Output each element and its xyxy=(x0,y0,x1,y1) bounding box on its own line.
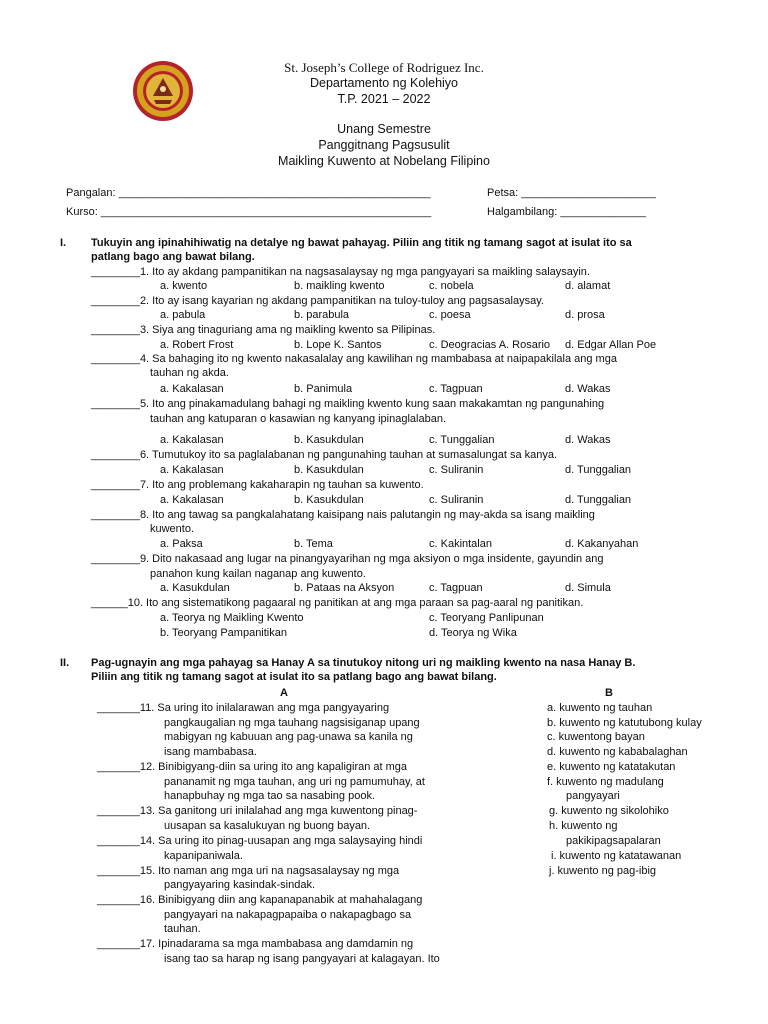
part1-instruction: Tukuyin ang ipinahihiwatig na detalye ng bawat pahayag. Piliin ang titik ng tamang sagot at isulat ito sa xyxy=(91,237,632,249)
choice-9d: d. Simula xyxy=(565,582,611,594)
match-item-11: _______11. Sa uring ito inilalarawan ang mga pangyayaring xyxy=(97,702,390,714)
match-item-14-cont: kapanipaniwala. xyxy=(164,850,243,862)
question-3: ________3. Siya ang tinaguriang ama ng maikling kwento sa Pilipinas. xyxy=(91,324,436,336)
name-field[interactable]: Pangalan: ___________________________________________________ xyxy=(66,187,431,199)
choice-10c: c. Teoryang Panlipunan xyxy=(429,612,544,624)
date-field[interactable]: Petsa: ______________________ xyxy=(487,187,656,199)
match-item-16-cont: tauhan. xyxy=(164,923,201,935)
choice-6d: d. Tunggalian xyxy=(565,464,632,476)
option-g: g. kuwento ng sikolohiko xyxy=(549,805,669,817)
question-9: ________9. Dito nakasaad ang lugar na pinangyayarihan ng mga aksiyon o mga insidente, gayundin ang xyxy=(91,553,604,565)
question-4: ________4. Sa bahaging ito ng kwento nakasalalay ang kawilihan ng mambabasa at naipapakilala ang mga xyxy=(91,353,617,365)
choice-10a: a. Teorya ng Maikling Kwento xyxy=(160,612,304,624)
match-item-14: _______14. Sa uring ito pinag-uusapan ang mga salaysaying hindi xyxy=(97,835,423,847)
part2-instruction: Pag-ugnayin ang mga pahayag sa Hanay A sa tinutukoy nitong uri ng maikling kwento na nasa Hanay B. xyxy=(91,657,636,669)
choice-7a: a. Kakalasan xyxy=(160,494,224,506)
choice-4d: d. Wakas xyxy=(565,383,611,395)
match-item-12-cont: hanapbuhay ng mga tao sa nasabing pook. xyxy=(164,790,375,802)
choice-7d: d. Tunggalian xyxy=(565,494,632,506)
choice-6a: a. Kakalasan xyxy=(160,464,224,476)
choice-5d: d. Wakas xyxy=(565,434,611,446)
match-item-16-cont: pangyayari na nakapagpapaiba o nakapagbago sa xyxy=(164,909,412,921)
choice-6b: b. Kasukdulan xyxy=(294,464,364,476)
match-item-13: _______13. Sa ganitong uri inilalahad ang mga kuwentong pinag- xyxy=(97,805,418,817)
school-year: T.P. 2021 – 2022 xyxy=(337,92,431,106)
choice-1b: b. maikling kwento xyxy=(294,280,385,292)
question-9-cont: panahon kung kailan naganap ang kuwento. xyxy=(150,568,366,580)
choice-7b: b. Kasukdulan xyxy=(294,494,364,506)
option-c: c. kuwentong bayan xyxy=(547,731,645,743)
subject-title: Maikling Kuwento at Nobelang Filipino xyxy=(278,154,490,168)
choice-3c: c. Deogracias A. Rosario xyxy=(429,339,551,351)
choice-1a: a. kwento xyxy=(160,280,208,292)
question-4-cont: tauhan ng akda. xyxy=(150,367,229,379)
part1-instruction-cont: patlang bago ang bawat bilang. xyxy=(91,251,255,263)
semester: Unang Semestre xyxy=(337,122,431,136)
choice-3d: d. Edgar Allan Poe xyxy=(565,339,657,351)
choice-5a: a. Kakalasan xyxy=(160,434,224,446)
match-item-15-cont: pangyayaring kasindak-sindak. xyxy=(164,879,316,891)
choice-8b: b. Tema xyxy=(294,538,333,550)
choice-4a: a. Kakalasan xyxy=(160,383,224,395)
choice-10b: b. Teoryang Pampanitikan xyxy=(160,627,287,639)
exam-title: Panggitnang Pagsusulit xyxy=(318,138,450,152)
question-5-cont: tauhan ang katuparan o kasawian ng kanyang ipinaglalaban. xyxy=(150,413,447,425)
question-5: ________5. Ito ang pinakamadulang bahagi ng maikling kwento kung saan makakamtan ng pangunahing xyxy=(91,398,605,410)
question-1: ________1. Ito ay akdang pampanitikan na nagsasalaysay ng mga pangyayari sa maikling salaysayin. xyxy=(91,266,590,278)
option-h-cont: pakikipagsapalaran xyxy=(566,835,661,847)
match-item-17: _______17. Ipinadarama sa mga mambabasa ang damdamin ng xyxy=(97,938,414,950)
option-f: f. kuwento ng madulang xyxy=(547,776,664,788)
choice-8a: a. Paksa xyxy=(160,538,203,550)
match-item-11-cont: isang mambabasa. xyxy=(164,746,257,758)
question-8-cont: kuwento. xyxy=(150,523,195,535)
option-a: a. kuwento ng tauhan xyxy=(547,702,653,714)
match-item-17-cont: isang tao sa harap ng isang pangyayari at kalagayan. Ito xyxy=(164,953,440,965)
match-item-13-cont: uusapan sa kasalukuyan ng buong bayan. xyxy=(164,820,371,832)
question-10: ______10. Ito ang sistematikong pagaaral ng panitikan at ang mga paraan sa pag-aaral ng panitikan. xyxy=(91,597,584,609)
choice-4c: c. Tagpuan xyxy=(429,383,483,395)
column-b-header: B xyxy=(605,687,613,699)
choice-7c: c. Suliranin xyxy=(429,494,484,506)
course-field[interactable]: Kurso: ______________________________________________________ xyxy=(66,206,432,218)
choice-1d: d. alamat xyxy=(565,280,611,292)
option-b: b. kuwento ng katutubong kulay xyxy=(547,717,702,729)
section-field[interactable]: Halgambilang: ______________ xyxy=(487,206,647,218)
question-2: ________2. Ito ay isang kayarian ng akdang pampanitikan na tuloy-tuloy ang pagsasalaysay. xyxy=(91,295,544,307)
option-i: i. kuwento ng katatawanan xyxy=(551,850,682,862)
question-8: ________8. Ito ang tawag sa pangkalahatang kaisipang nais palutangin ng may-akda sa isang maikling xyxy=(91,509,595,521)
question-6: ________6. Tumutukoy ito sa paglalabanan ng pangunahing tauhan at sumasalungat sa kanya. xyxy=(91,449,558,461)
choice-5c: c. Tunggalian xyxy=(429,434,495,446)
choice-2c: c. poesa xyxy=(429,309,471,321)
match-item-11-cont: pangkaugalian ng mga tauhang nagsisiganap upang xyxy=(164,717,420,729)
match-item-12: _______12. Binibigyang-diin sa uring ito ang kapaligiran at mga xyxy=(97,761,408,773)
question-7: ________7. Ito ang problemang kakaharapin ng tauhan sa kuwento. xyxy=(91,479,424,491)
option-f-cont: pangyayari xyxy=(566,790,620,802)
choice-9a: a. Kasukdulan xyxy=(160,582,230,594)
choice-2a: a. pabula xyxy=(160,309,206,321)
column-a-header: A xyxy=(280,687,288,699)
choice-1c: c. nobela xyxy=(429,280,474,292)
choice-8c: c. Kakintalan xyxy=(429,538,492,550)
part2-instruction-cont: Piliin ang titik ng tamang sagot at isulat ito sa patlang bago ang bawat bilang. xyxy=(91,671,497,683)
choice-4b: b. Panimula xyxy=(294,383,353,395)
match-item-11-cont: mabigyan ng kabuuan ang pag-unawa sa kanila ng xyxy=(164,731,413,743)
part1-numeral: I. xyxy=(60,237,67,249)
choice-9b: b. Pataas na Aksyon xyxy=(294,582,395,594)
match-item-12-cont: pananamit ng mga tauhan, ang uri ng pamumuhay, at xyxy=(164,776,425,788)
choice-3a: a. Robert Frost xyxy=(160,339,234,351)
school-name: St. Joseph’s College of Rodriguez Inc. xyxy=(284,60,484,75)
choice-5b: b. Kasukdulan xyxy=(294,434,364,446)
choice-2b: b. parabula xyxy=(294,309,350,321)
choice-8d: d. Kakanyahan xyxy=(565,538,639,550)
department-name: Departamento ng Kolehiyo xyxy=(309,76,458,90)
match-item-16: _______16. Binibigyang diin ang kapanapanabik at mahahalagang xyxy=(97,894,423,906)
option-j: j. kuwento ng pag-ibig xyxy=(549,865,657,877)
choice-3b: b. Lope K. Santos xyxy=(294,339,382,351)
part2-numeral: II. xyxy=(60,657,70,669)
choice-9c: c. Tagpuan xyxy=(429,582,483,594)
choice-2d: d. prosa xyxy=(565,309,605,321)
choice-10d: d. Teorya ng Wika xyxy=(429,627,517,639)
match-item-15: _______15. Ito naman ang mga uri na nagsasalaysay ng mga xyxy=(97,865,400,877)
choice-6c: c. Suliranin xyxy=(429,464,484,476)
option-d: d. kuwento ng kababalaghan xyxy=(547,746,688,758)
option-h: h. kuwento ng xyxy=(549,820,618,832)
option-e: e. kuwento ng katatakutan xyxy=(547,761,676,773)
